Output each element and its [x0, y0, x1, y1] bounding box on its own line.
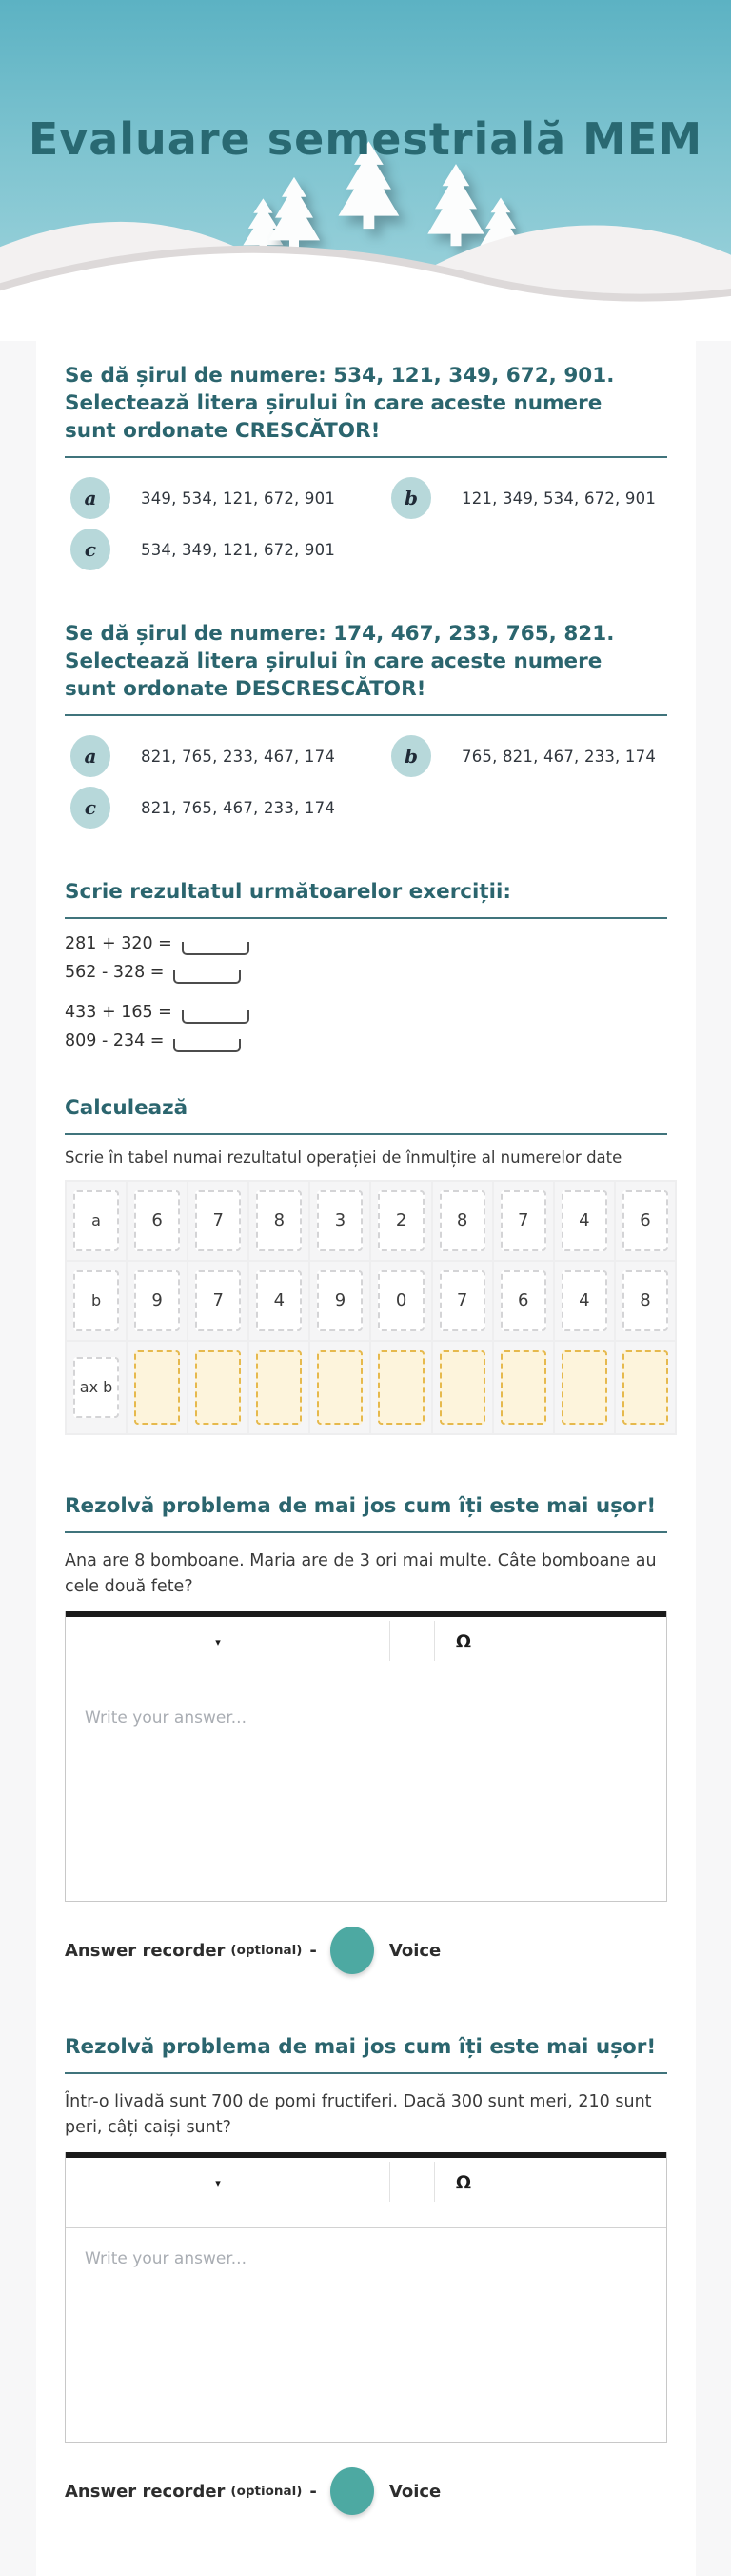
option-b[interactable]: [385, 735, 667, 777]
heading-divider: [65, 2072, 667, 2074]
row-label-cell: [67, 1262, 126, 1340]
factor-cell: [433, 1182, 492, 1260]
heading-divider: [65, 917, 667, 919]
answer-recorder-row: [65, 1927, 667, 1974]
question-heading-line2: Selectează litera șirului în care aceste numere sunt ordonate DESCRESCĂTOR!: [65, 649, 603, 701]
heading-divider: [65, 1133, 667, 1135]
factor-value: 4: [256, 1270, 302, 1331]
problem-text: [65, 1548, 667, 1600]
factor-value: 8: [622, 1270, 668, 1331]
factor-value: 6: [501, 1270, 546, 1331]
exercise-expression: 281 + 320 =: [65, 934, 172, 953]
question-ascending-order: [65, 362, 667, 570]
factor-cell: [371, 1182, 430, 1260]
option-value: 765, 821, 467, 233, 174: [462, 747, 657, 766]
exercise-row: [65, 1031, 667, 1060]
product-answer-cell[interactable]: [128, 1342, 187, 1433]
recorder-label: Answer recorder: [65, 2481, 226, 2502]
factor-value: 6: [134, 1190, 180, 1251]
factor-cell: [128, 1182, 187, 1260]
recorder-optional-label: (optional): [230, 1943, 303, 1958]
question-heading-line2: Selectează litera șirului în care aceste numere sunt ordonate CRESCĂTOR!: [65, 391, 603, 443]
question-heading: [65, 362, 660, 445]
problem-text: [65, 2089, 667, 2141]
row-label: b: [73, 1270, 119, 1331]
multiplication-section: [65, 1094, 667, 1435]
title-line-1: Evaluare semestrială: [28, 113, 567, 165]
product-answer-cell[interactable]: [310, 1342, 369, 1433]
worksheet-card: [36, 341, 696, 2576]
exercises-heading: Scrie rezultatul următoarelor exerciții:: [65, 880, 512, 904]
factor-value: 2: [378, 1190, 424, 1251]
row-label: ax b: [73, 1357, 119, 1418]
heading-divider: [65, 456, 667, 458]
factor-cell: [188, 1182, 247, 1260]
option-letter-badge[interactable]: b: [391, 735, 431, 777]
product-answer-box[interactable]: [134, 1350, 180, 1425]
multiplication-table: [65, 1180, 677, 1435]
factor-value: 3: [317, 1190, 363, 1251]
factor-cell: [433, 1262, 492, 1340]
product-answer-cell[interactable]: [249, 1342, 308, 1433]
special-character-button[interactable]: [445, 1625, 483, 1659]
factor-value: 6: [622, 1190, 668, 1251]
recorder-dash: -: [309, 1940, 317, 1961]
omega-icon: Ω: [455, 1631, 472, 1652]
factor-cell: [310, 1262, 369, 1340]
voice-label: Voice: [388, 1940, 442, 1961]
heading-divider: [65, 1531, 667, 1533]
exercise-expression: 562 - 328 =: [65, 963, 165, 982]
option-value: 121, 349, 534, 672, 901: [462, 489, 657, 508]
exercise-answer-blank[interactable]: [182, 1010, 249, 1024]
option-a[interactable]: [65, 735, 385, 777]
exercises-section: [65, 878, 667, 1060]
option-c[interactable]: [65, 787, 385, 829]
factor-value: 0: [378, 1270, 424, 1331]
row-label-cell: [67, 1182, 126, 1260]
factor-cell: [249, 1182, 308, 1260]
exercise-row: [65, 963, 667, 991]
answer-placeholder: Write your answer...: [85, 2249, 247, 2268]
factor-value: 8: [440, 1190, 485, 1251]
answer-recorder-row: [65, 2467, 667, 2515]
option-a[interactable]: [65, 477, 385, 519]
factor-cell: [371, 1262, 430, 1340]
exercise-answer-blank[interactable]: [182, 942, 249, 955]
product-answer-box[interactable]: [501, 1350, 546, 1425]
factor-value: 4: [562, 1270, 607, 1331]
question-heading: [65, 620, 660, 703]
option-value: 534, 349, 121, 672, 901: [141, 540, 336, 559]
row-label-cell: [67, 1342, 126, 1433]
product-answer-cell[interactable]: [616, 1342, 675, 1433]
editor-toolbar: [66, 2158, 666, 2228]
product-answer-cell[interactable]: [188, 1342, 247, 1433]
recorder-optional-label: (optional): [230, 2484, 303, 2499]
title-line-2: MEM: [583, 113, 703, 165]
question-heading-line1: Se dă șirul de numere: 534, 121, 349, 672, 901.: [65, 364, 615, 388]
exercise-row: [65, 1003, 667, 1031]
rich-text-editor: [65, 2152, 667, 2443]
row-label: a: [73, 1190, 119, 1251]
option-value: 821, 765, 467, 233, 174: [141, 798, 336, 817]
exercise-answer-blank[interactable]: [173, 1039, 241, 1052]
voice-label: Voice: [388, 2481, 442, 2502]
rich-text-editor: [65, 1611, 667, 1902]
factor-value: 4: [562, 1190, 607, 1251]
question-descending-order: [65, 620, 667, 829]
problem-heading: Rezolvă problema de mai jos cum îți este mai ușor!: [65, 1494, 657, 1518]
question-heading-line1: Se dă șirul de numere: 174, 467, 233, 765, 821.: [65, 622, 615, 646]
option-b[interactable]: [385, 477, 667, 519]
problem-text-line1: Într-o livadă sunt 700 de pomi fructiferi. Dacă 300 sunt meri, 210 sunt peri, câți caiși sunt?: [65, 2092, 652, 2137]
factor-value: 7: [195, 1270, 241, 1331]
factor-cell: [249, 1262, 308, 1340]
factor-value: 8: [256, 1190, 302, 1251]
factor-value: 7: [195, 1190, 241, 1251]
problem-text-line1: Ana are 8 bomboane. Maria are de 3 ori mai multe.: [65, 1551, 493, 1570]
option-letter-badge[interactable]: b: [391, 477, 431, 519]
product-answer-box[interactable]: [378, 1350, 424, 1425]
factor-cell: [128, 1262, 187, 1340]
factor-cell: [555, 1182, 614, 1260]
paragraph-style-dropdown[interactable]: [197, 1625, 239, 1659]
factor-cell: [616, 1182, 675, 1260]
factor-value: 7: [440, 1270, 485, 1331]
option-value: 821, 765, 233, 467, 174: [141, 747, 336, 766]
snow-hills-graphic: [0, 198, 731, 341]
option-letter-badge[interactable]: c: [70, 787, 110, 829]
multiplication-subtitle: Scrie în tabel numai rezultatul operației de înmulțire al numerelor date: [65, 1148, 622, 1167]
product-answer-box[interactable]: [440, 1350, 485, 1425]
answer-placeholder: Write your answer...: [85, 1708, 247, 1727]
factor-cell: [616, 1262, 675, 1340]
option-value: 349, 534, 121, 672, 901: [141, 489, 336, 508]
word-problem-1: [65, 1492, 667, 1974]
multiplication-heading: Calculează: [65, 1096, 188, 1120]
toolbar-separator: [434, 1621, 435, 1661]
product-answer-box[interactable]: [622, 1350, 668, 1425]
factor-cell: [494, 1182, 553, 1260]
product-answer-box[interactable]: [256, 1350, 302, 1425]
answer-textarea[interactable]: [66, 1687, 666, 1901]
chevron-down-icon: ▾: [215, 1635, 221, 1648]
product-answer-box[interactable]: [562, 1350, 607, 1425]
exercise-answer-blank[interactable]: [173, 970, 241, 984]
options-list: [65, 477, 667, 570]
chevron-down-icon: ▾: [215, 2176, 221, 2189]
worksheet-title: [0, 110, 731, 168]
editor-toolbar: [66, 1617, 666, 1687]
options-list: [65, 735, 667, 829]
factor-value: 9: [134, 1270, 180, 1331]
recorder-label: Answer recorder: [65, 1940, 226, 1961]
voice-record-button[interactable]: [330, 2467, 374, 2515]
omega-icon: Ω: [455, 2172, 472, 2193]
paragraph-style-dropdown[interactable]: [197, 2166, 239, 2200]
option-letter-badge[interactable]: a: [70, 735, 110, 777]
exercise-row: [65, 934, 667, 963]
heading-divider: [65, 714, 667, 716]
exercise-expression: 809 - 234 =: [65, 1031, 165, 1050]
toolbar-separator: [389, 2162, 390, 2202]
voice-record-button[interactable]: [330, 1927, 374, 1974]
option-letter-badge[interactable]: c: [70, 529, 110, 570]
product-answer-box[interactable]: [317, 1350, 363, 1425]
answer-textarea[interactable]: [66, 2228, 666, 2442]
worksheet-header: [0, 0, 731, 341]
option-letter-badge[interactable]: a: [70, 477, 110, 519]
recorder-dash: -: [309, 2481, 317, 2502]
factor-value: 9: [317, 1270, 363, 1331]
factor-cell: [310, 1182, 369, 1260]
special-character-button[interactable]: [445, 2166, 483, 2200]
problem-heading: Rezolvă problema de mai jos cum îți este mai ușor!: [65, 2035, 657, 2059]
product-answer-cell[interactable]: [555, 1342, 614, 1433]
toolbar-separator: [434, 2162, 435, 2202]
factor-value: 7: [501, 1190, 546, 1251]
product-answer-cell[interactable]: [494, 1342, 553, 1433]
problem-text-line2: Câte bomboane au cele două fete?: [65, 1551, 657, 1596]
exercise-expression: 433 + 165 =: [65, 1003, 172, 1022]
product-answer-box[interactable]: [195, 1350, 241, 1425]
product-answer-cell[interactable]: [371, 1342, 430, 1433]
toolbar-separator: [389, 1621, 390, 1661]
exercises-list: [65, 934, 667, 1060]
factor-cell: [494, 1262, 553, 1340]
factor-cell: [555, 1262, 614, 1340]
product-answer-cell[interactable]: [433, 1342, 492, 1433]
word-problem-2: [65, 2033, 667, 2515]
factor-cell: [188, 1262, 247, 1340]
option-c[interactable]: [65, 529, 385, 570]
